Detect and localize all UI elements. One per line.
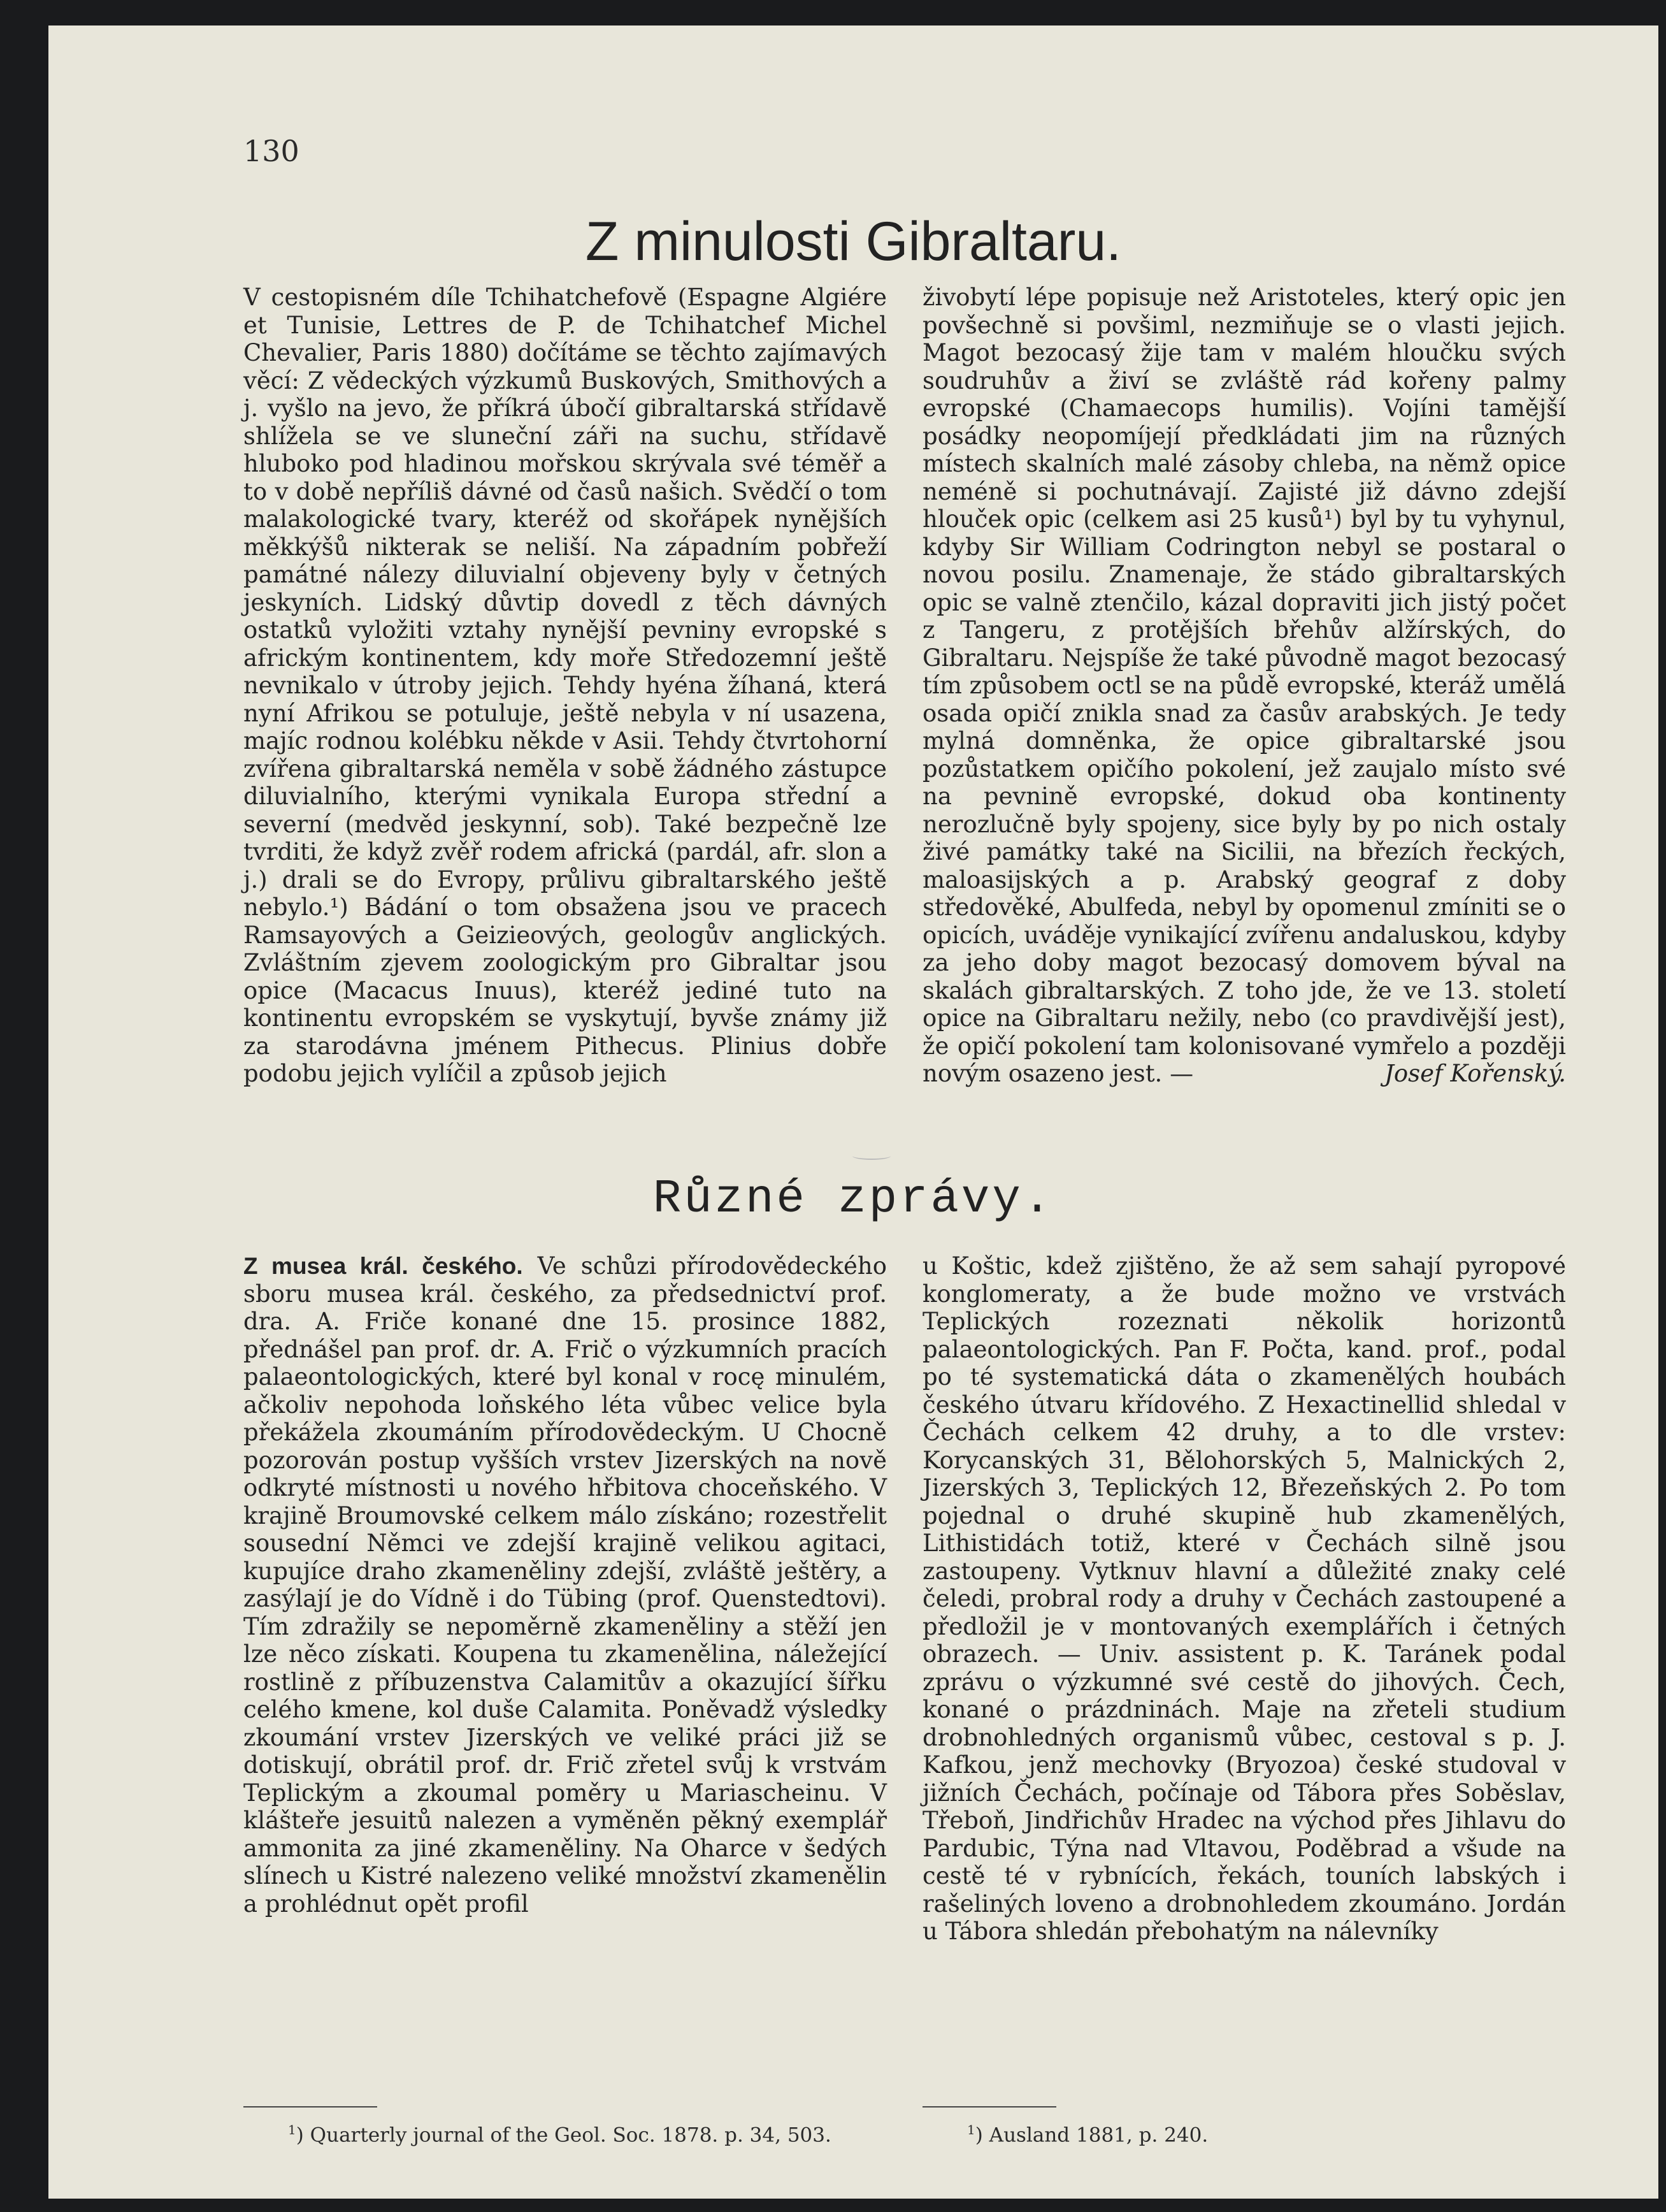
author-signature: Josef Kořenský. <box>1384 1060 1566 1087</box>
news-text: u Koštic, kdež zjištěno, že až sem sahají pyropové konglomeraty, a že bude možno ve vrstvách Teplických rozeznati několik horizontů palaeontologických. Pan F. Počta, kand. prof., podal po té systematická dáta o zkamenělých houbách českého útvaru křídového. Z Hexactinellid shledal v Čechách celkem 42 druhy, a to dle vrstev: Korycanských 31, Bělohorských 5, Malnických 2, Jizerských 3, Teplických 12, Březeňských 2. Po tom pojednal o druhé skupině hub zkamenělých, Lithistidách totiž, které v Čechách silně jsou zastoupeny. Vytknuv hlavní a důležité znaky celé čeledi, probral rody a druhy v Čechách zastoupené a předložil je v montovaných exemplářích i četných obrazech. — Univ. assistent p. K. Taránek podal zprávu o výzkumné své cestě do jihových. Čech, konané o prázdninách. Maje na zřeteli studium drobnohledných organismů vůbec, cestoval s p. J. Kafkou, jenž mechovky (Bryozoa) české studoval v jižních Čechách, počínaje od Tábora přes Soběslav, Třeboň, Jindřichův Hradec na východ přes Jihlavu do Pardubic, Týna nad Vltavou, Poděbrad a všude na cestě té v rybnících, řekách, touních labských i rašeliných loveno a drobnohledem zkoumáno. Jordán u Tábora shledán přebohatým na nálevníky <box>923 1252 1566 1945</box>
article-text <box>923 284 1566 1088</box>
news-text <box>243 1252 887 1918</box>
footnote-left <box>288 2122 831 2146</box>
article-text-body: živobytí lépe popisuje než Aristoteles, který opic jen povšechně si povšiml, nezmiňuje se o vlasti jejich. Magot bezocasý žije tam v malém hloučku svých soudruhův a živí se zvláště rád kořeny palmy evropské (Chamaecops humilis). Vojíni tamější posádky neopomíjejí předkládati jim na různých místech skalních malé zásoby chleba, na němž opice neméně si pochutnávají. Zajisté již dávno zdejší hlouček opic (celkem asi 25 kusů¹) byl by tu vyhynul, kdyby Sir William Codrington nebyl se postaral o novou posilu. Znamenaje, že stádo gibraltarských opic se valně ztenčilo, kázal dopraviti jich jistý počet z Tangeru, z protějších břehův alžírských, do Gibraltaru. Nejspíše že také původně magot bezocasý tím způsobem octl se na půdě evropské, kteráž umělá osada opičí znikla snad za časův arabských. Je tedy mylná domněnka, že opice gibraltarské jsou pozůstatkem opičího pokolení, jež zaujalo místo své na pevnině evropské, dokud oba kontinenty nerozlučně byly spojeny, sice byly by po nich ostaly živé památky také na Sicilii, na březích řeckých, maloasijských a p. Arabský geograf z doby středověké, Abulfeda, nebyl by opomenul zmíniti se o opicích, uváděje vynikající zvířenu andaluskou, kdyby za jeho doby magot bezocasý domovem býval na skalách gibraltarských. Z toho jde, že ve 13. století opice na Gibraltaru nežily, nebo (co pravdivější jest), že opičí pokolení tam kolonisované vymřelo a později novým osazeno jest. — <box>923 284 1566 1087</box>
article-column-left <box>243 284 887 1088</box>
footnote-rule-left <box>243 2106 377 2107</box>
section-title: Různé zprávy. <box>652 1173 1054 1226</box>
footnote-mark: 1 <box>288 2122 296 2137</box>
article-text: V cestopisném díle Tchihatchefově (Espagne Algiére et Tunisie, Lettres de P. de Tchihatchef Michel Chevalier, Paris 1880) dočítáme se těchto zajímavých věcí: Z vědeckých výzkumů Buskových, Smithových a j. vyšlo na jevo, že příkrá úbočí gibraltarská střídavě shlížela se ve sluneční záři na suchu, střídavě hluboko pod hladinou mořskou skrývala své téměř a to v době nepříliš dávné od časů našich. Svědčí o tom malakologické tvary, kteréž od skořápek nynějších měkkýšů nikterak se neliší. Na západním pobřeží památné nálezy diluvialní objeveny byly v četných jeskyních. Lidský důvtip dovedl z těch dávných ostatků vyložiti vztahy nynější pevniny evropské s africkým kontinentem, kdy moře Středozemní ještě nevnikalo v útroby jejich. Tehdy hyéna žíhaná, která nyní Afrikou se potuluje, ještě nebyla v ní usazena, majíc rodnou kolébku někde v Asii. Tehdy čtvrtohorní zvířena gibraltarská neměla v sobě žádného zástupce diluvialního, kterými vynikala Europa střední a severní (medvěd jeskynní, sob). Také bezpečně lze tvrditi, že když zvěř rodem africká (pardál, afr. slon a j.) drali se do Evropy, průlivu gibraltarského ještě nebylo.¹) Bádání o tom obsažena jsou ve pracech Ramsayových a Geizieových, geologův anglických. Zvláštním zjevem zoologickým pro Gibraltar jsou opice (Macacus Inuus), kteréž jediné tuto na kontinentu evropském se vyskytují, byvše známy již za starodávna jménem Pithecus. Plinius dobře podobu jejich vylíčil a způsob jejich <box>243 284 887 1087</box>
article-column-right <box>923 284 1566 1088</box>
news-column-left <box>243 1252 887 2081</box>
news-column-right <box>923 1252 1566 2081</box>
footnote-text: ) Quarterly journal of the Geol. Soc. 1878. p. 34, 503. <box>296 2123 831 2147</box>
page-number: 130 <box>243 134 299 168</box>
news-text-body: Ve schůzi přírodovědeckého sboru musea král. českého, za předsednictví prof. dra. A. Friče konané dne 15. prosince 1882, přednášel pan prof. dr. A. Frič o výzkumních pracích palaeontologických, které byl konal v rocę minulém, ačkoliv nepohoda loňského léta vůbec velice byla překážela zkoumáním přírodovědeckým. U Chocně pozorován postup vyšších vrstev Jizerských na nově odkryté místnosti u nového hřbitova choceňského. V krajině Broumovské celkem málo získáno; rozestřelit sousední Němci ve zdejší krajině velikou agitaci, kupujíce draho zkameněliny zdejší, zvláště ještěry, a zasýlají je do Vídně i do Tübing (prof. Quenstedtovi). Tím zdražily se nepoměrně zkameněliny a stěží jen lze něco získati. Koupena tu zkamenělina, náležející rostlině z příbuzenstva Calamitův a okazující šířku celého kmene, kol duše Calamita. Poněvadž výsledky zkoumání vrstev Jizerských ve veliké práci již se dotiskují, obrátil prof. dr. Frič zřetel svůj k vrstvám Teplickým a zkoumal poměry u Mariascheinu. V klášteře jesuitů nalezen a vyměněn pěkný exemplář ammonita za jiné zkameněliny. Na Oharce v šedých slínech u Kistré nalezeno veliké množství zkamenělin a prohlédnut opět profil <box>243 1252 887 1918</box>
news-heading: Z musea král. českého. <box>243 1253 523 1279</box>
article-title: Z minulosti Gibraltaru. <box>585 211 1122 272</box>
footnote-rule-right <box>923 2106 1056 2107</box>
footnote-mark: 1 <box>967 2122 975 2137</box>
section-ornament <box>852 1152 891 1160</box>
footnote-right <box>967 2122 1208 2146</box>
footnote-text: ) Ausland 1881, p. 240. <box>975 2123 1209 2147</box>
page <box>48 25 1658 2199</box>
